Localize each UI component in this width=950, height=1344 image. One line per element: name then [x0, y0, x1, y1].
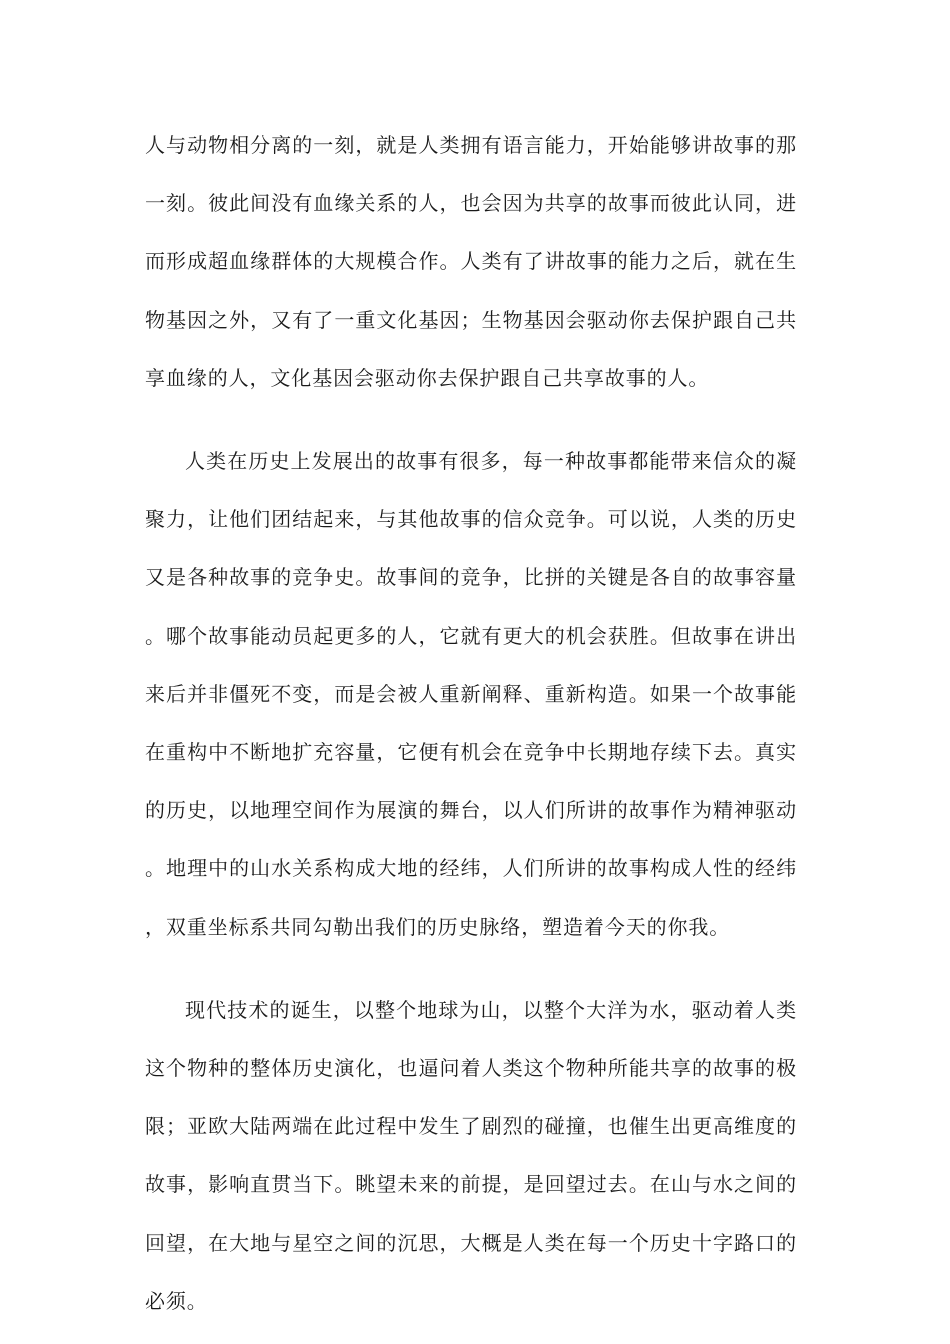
- paragraph-1: 人与动物相分离的一刻，就是人类拥有语言能力，开始能够讲故事的那一刻。彼此间没有血缘关系的人，也会因为共享的故事而彼此认同，进而形成超血缘群体的大规模合作。人类有了讲故事的能力之后，就在生物基因之外，又有了一重文化基因；生物基因会驱动你去保护跟自己共享血缘的人，文化基因会驱动你去保护跟自己共享故事的人。: [145, 133, 797, 390]
- document-body: [145, 116, 797, 1330]
- paragraph-3: 现代技术的诞生，以整个地球为山，以整个大洋为水，驱动着人类这个物种的整体历史演化，也逼问着人类这个物种所能共享的故事的极限；亚欧大陆两端在此过程中发生了剧烈的碰撞，也催生出更高维度的故事，影响直贯当下。眺望未来的前提，是回望过去。在山与水之间的回望，在大地与星空之间的沉思，大概是人类在每一个历史十字路口的必须。: [145, 997, 797, 1313]
- paragraph-2: 人类在历史上发展出的故事有很多，每一种故事都能带来信众的凝聚力，让他们团结起来，与其他故事的信众竞争。可以说，人类的历史又是各种故事的竞争史。故事间的竞争，比拼的关键是各自的故事容量。哪个故事能动员起更多的人，它就有更大的机会获胜。但故事在讲出来后并非僵死不变，而是会被人重新阐释、重新构造。如果一个故事能在重构中不断地扩充容量，它便有机会在竞争中长期地存续下去。真实的历史，以地理空间作为展演的舞台，以人们所讲的故事作为精神驱动。地理中的山水关系构成大地的经纬，人们所讲的故事构成人性的经纬，双重坐标系共同勾勒出我们的历史脉络，塑造着今天的你我。: [145, 449, 797, 939]
